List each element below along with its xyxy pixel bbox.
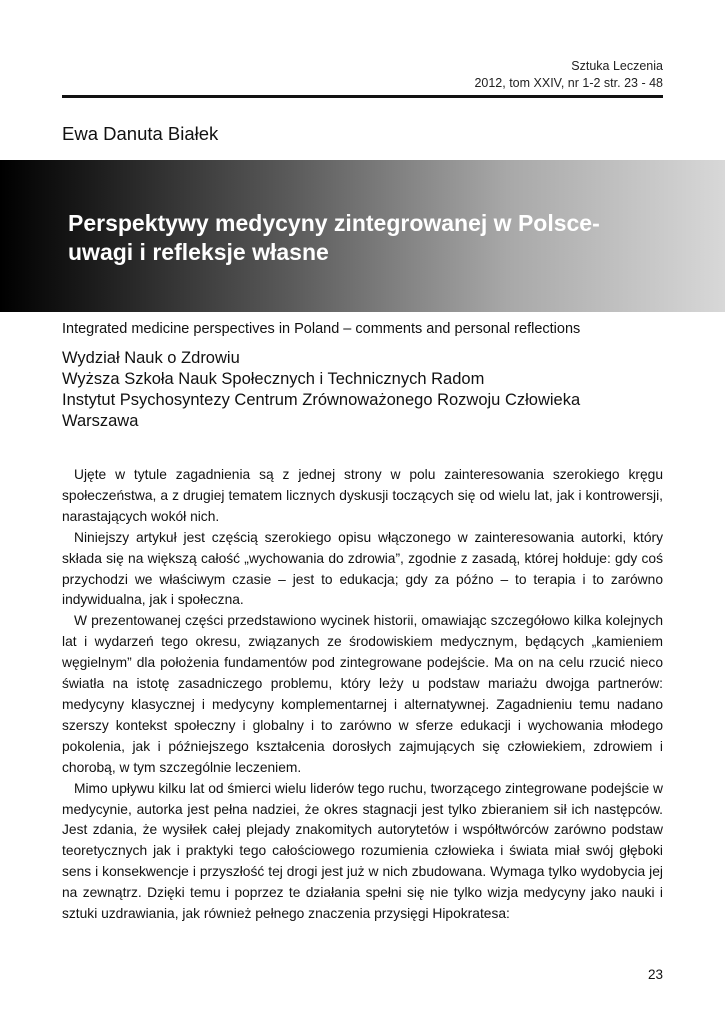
journal-name: Sztuka Leczenia: [571, 59, 663, 73]
affiliation-line: Instytut Psychosyntezy Centrum Zrównoważonego Rozwoju Człowieka: [62, 391, 581, 409]
journal-header: [474, 58, 663, 92]
journal-issue: 2012, tom XXIV, nr 1-2 str. 23 - 48: [474, 76, 663, 90]
author-name: Ewa Danuta Białek: [62, 123, 219, 144]
title-line-1: Perspektywy medycyny zintegrowanej w Polsce-: [68, 210, 600, 236]
affiliation-line: Warszawa: [62, 412, 139, 430]
affiliation-line: Wydział Nauk o Zdrowiu: [62, 349, 240, 367]
page-number: 23: [647, 967, 663, 982]
article-title: [68, 209, 668, 267]
paragraph: W prezentowanej części przedstawiono wycinek historii, omawiając szczegółowo kilka kolejnych lat i wydarzeń tego okresu, związanych ze środowiskiem medycznym, będących „kamieniem węgielnym” dla położenia fundamentów pod zintegrowane podejście. Ma on na celu rzucić nieco światła na istotę zasadniczego problemu, który leży u podstaw mariażu dwojga partnerów: medycyny klasycznej i medycyny komplementarnej i alternatywnej. Zagadnieniu temu nadano szerszy kontekst społeczny i globalny i to zarówno w sferze edukacji i wychowania młodego pokolenia, jak i późniejszego kształcenia dorosłych zajmujących się człowiekiem, zdrowiem i chorobą, w tym szczególnie leczeniem.: [62, 613, 663, 775]
affiliations: [62, 348, 580, 432]
header-rule: [62, 95, 663, 98]
title-line-2: uwagi i refleksje własne: [68, 239, 329, 265]
paragraph: Ujęte w tytule zagadnienia są z jednej strony w polu zainteresowania szerokiego kręgu społeczeństwa, a z drugiej tematem licznych dyskusji toczących się od wielu lat, jak i kontrowersji, narastających wokół nich.: [62, 467, 663, 524]
paragraph: Mimo upływu kilku lat od śmierci wielu liderów tego ruchu, tworzącego zintegrowane podejście w medycynie, autorka jest pełna nadziei, że okres stagnacji jest tylko zbieraniem sił ich następców. Jest zdania, że wysiłek całej plejady znakomitych autorytetów i współtwórców zarówno podstaw teoretycznych jak i praktyki tego całościowego rozumienia człowieka i świata miał swój głęboki sens i konsekwencje i przyszłość tej drogi jest już w nich zbudowana. Wymaga tylko wydobycia jej na zewnątrz. Dzięki temu i poprzez te działania spełni się nie tylko wizja medycyny jako nauki i sztuki uzdrawiania, jak również pełnego znaczenia przysięgi Hipokratesa:: [62, 780, 663, 922]
english-subtitle: Integrated medicine perspectives in Poland – comments and personal reflections: [62, 321, 581, 337]
article-body: [62, 465, 663, 925]
paragraph: Niniejszy artykuł jest częścią szerokiego opisu włączonego w zainteresowania autorki, który składa się na większą całość „wychowania do zdrowia”, zgodnie z zasadą, której hołduje: gdy coś przychodzi we właściwym czasie – jest to edukacja; gdy za późno – to terapia i to zarówno indywidualna, jak i społeczna.: [62, 529, 663, 608]
affiliation-line: Wyższa Szkoła Nauk Społecznych i Technicznych Radom: [62, 370, 485, 388]
